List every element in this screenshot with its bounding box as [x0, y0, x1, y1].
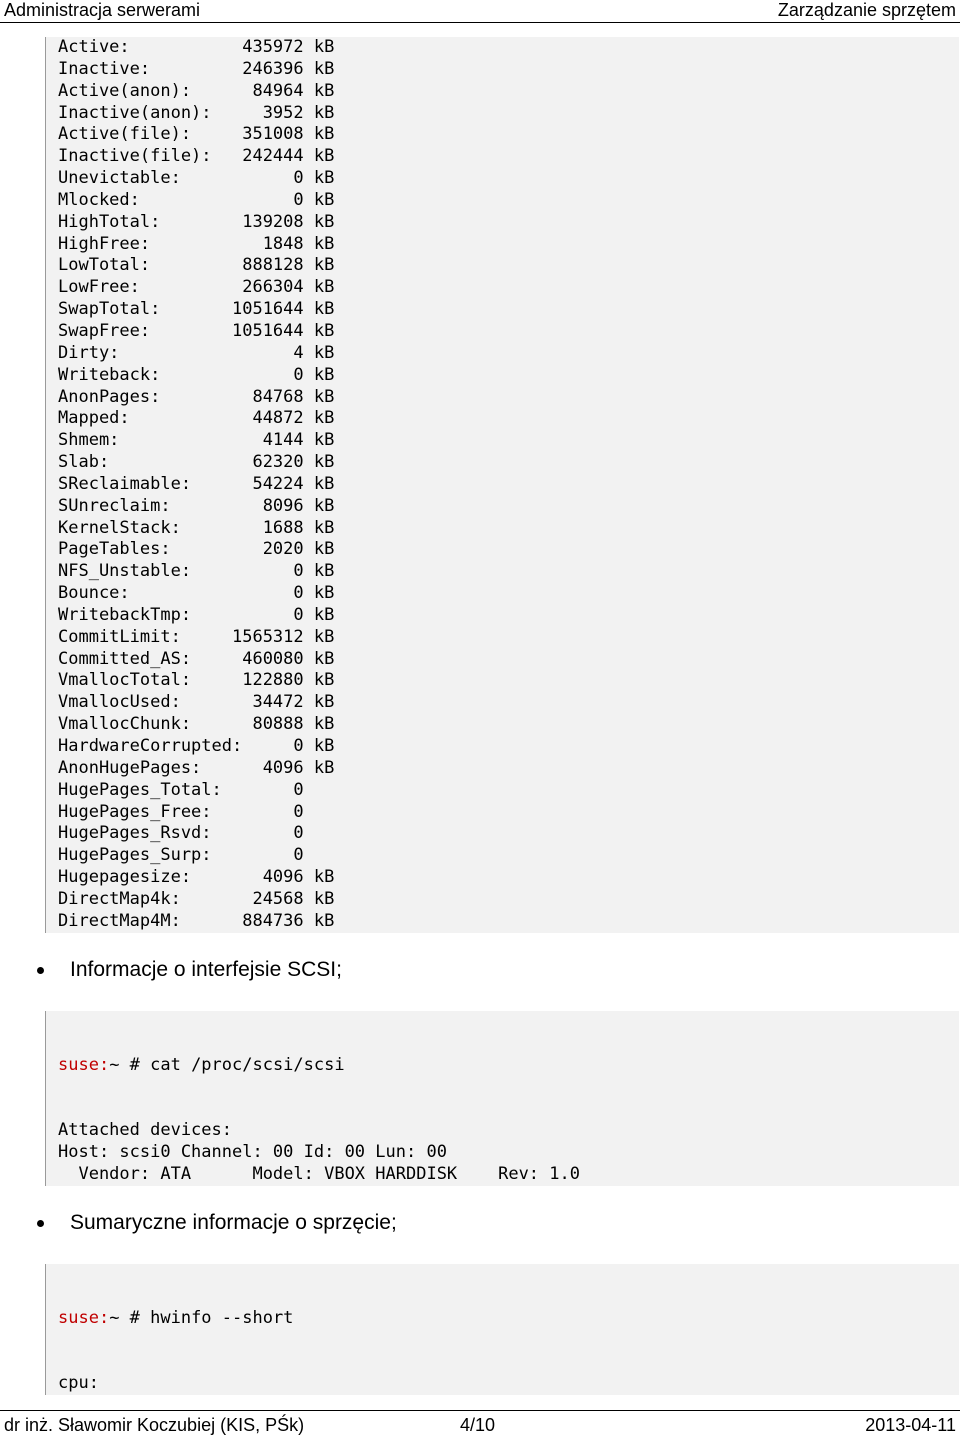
meminfo-line: AnonHugePages: 4096 kB [58, 758, 959, 780]
meminfo-line: SwapFree: 1051644 kB [58, 321, 959, 343]
meminfo-line: VmallocUsed: 34472 kB [58, 692, 959, 714]
meminfo-line: Unevictable: 0 kB [58, 168, 959, 190]
scsi-output [58, 1120, 959, 1186]
meminfo-line: PageTables: 2020 kB [58, 539, 959, 561]
meminfo-line: Shmem: 4144 kB [58, 430, 959, 452]
meminfo-line: VmallocTotal: 122880 kB [58, 670, 959, 692]
meminfo-line: Inactive(anon): 3952 kB [58, 103, 959, 125]
meminfo-line: HugePages_Free: 0 [58, 802, 959, 824]
meminfo-line: Mlocked: 0 kB [58, 190, 959, 212]
bullet-hwinfo-text: Sumaryczne informacje o sprzęcie; [70, 1209, 397, 1237]
shell-command: ~ # hwinfo --short [109, 1308, 293, 1328]
meminfo-line: HugePages_Surp: 0 [58, 845, 959, 867]
page-footer [0, 1410, 960, 1437]
meminfo-line: HighTotal: 139208 kB [58, 212, 959, 234]
meminfo-line: NFS_Unstable: 0 kB [58, 561, 959, 583]
meminfo-line: VmallocChunk: 80888 kB [58, 714, 959, 736]
meminfo-line: Active(anon): 84964 kB [58, 81, 959, 103]
bullet-scsi-text: Informacje o interfejsie SCSI; [70, 956, 342, 984]
scsi-code-block [45, 1011, 959, 1186]
meminfo-line: HugePages_Rsvd: 0 [58, 823, 959, 845]
meminfo-line: Writeback: 0 kB [58, 365, 959, 387]
meminfo-line: SwapTotal: 1051644 kB [58, 299, 959, 321]
shell-prompt: suse: [58, 1308, 109, 1328]
hwinfo-output [58, 1373, 959, 1395]
page-header [0, 0, 960, 23]
meminfo-line: DirectMap4M: 884736 kB [58, 911, 959, 933]
meminfo-line: DirectMap4k: 24568 kB [58, 889, 959, 911]
bullet-dot-icon [37, 1220, 44, 1227]
scsi-line: Host: scsi0 Channel: 00 Id: 00 Lun: 00 [58, 1142, 959, 1164]
meminfo-line: SUnreclaim: 8096 kB [58, 496, 959, 518]
meminfo-line: AnonPages: 84768 kB [58, 387, 959, 409]
meminfo-line: Slab: 62320 kB [58, 452, 959, 474]
footer-author: dr inż. Sławomir Koczubiej (KIS, PŚk) [4, 1412, 304, 1438]
meminfo-line: LowFree: 266304 kB [58, 277, 959, 299]
meminfo-line: WritebackTmp: 0 kB [58, 605, 959, 627]
header-chapter-title: Zarządzanie sprzętem [778, 0, 956, 20]
header-course-title: Administracja serwerami [4, 0, 200, 20]
meminfo-line: Dirty: 4 kB [58, 343, 959, 365]
meminfo-line: Inactive: 246396 kB [58, 59, 959, 81]
meminfo-line: HighFree: 1848 kB [58, 234, 959, 256]
meminfo-line: Committed_AS: 460080 kB [58, 649, 959, 671]
meminfo-line: HardwareCorrupted: 0 kB [58, 736, 959, 758]
hwinfo-line: cpu: [58, 1373, 959, 1395]
meminfo-line: CommitLimit: 1565312 kB [58, 627, 959, 649]
meminfo-line: Hugepagesize: 4096 kB [58, 867, 959, 889]
meminfo-line: Mapped: 44872 kB [58, 408, 959, 430]
shell-prompt: suse: [58, 1055, 109, 1075]
bullet-dot-icon [37, 967, 44, 974]
meminfo-code-block [45, 37, 959, 933]
meminfo-line: Active: 435972 kB [58, 37, 959, 59]
command-line [58, 1308, 959, 1330]
meminfo-line: Active(file): 351008 kB [58, 124, 959, 146]
shell-command: ~ # cat /proc/scsi/scsi [109, 1055, 344, 1075]
meminfo-line: Inactive(file): 242444 kB [58, 146, 959, 168]
footer-page-number: 4/10 [460, 1412, 495, 1438]
meminfo-line: KernelStack: 1688 kB [58, 518, 959, 540]
meminfo-line: Bounce: 0 kB [58, 583, 959, 605]
bullet-scsi [0, 956, 960, 984]
meminfo-line: HugePages_Total: 0 [58, 780, 959, 802]
footer-date: 2013-04-11 [865, 1412, 956, 1438]
meminfo-line: LowTotal: 888128 kB [58, 255, 959, 277]
meminfo-line: SReclaimable: 54224 kB [58, 474, 959, 496]
scsi-line: Vendor: ATA Model: VBOX HARDDISK Rev: 1.0 [58, 1164, 959, 1186]
command-line [58, 1055, 959, 1077]
bullet-hwinfo [0, 1209, 960, 1237]
hwinfo-code-block [45, 1264, 959, 1395]
scsi-line: Attached devices: [58, 1120, 959, 1142]
